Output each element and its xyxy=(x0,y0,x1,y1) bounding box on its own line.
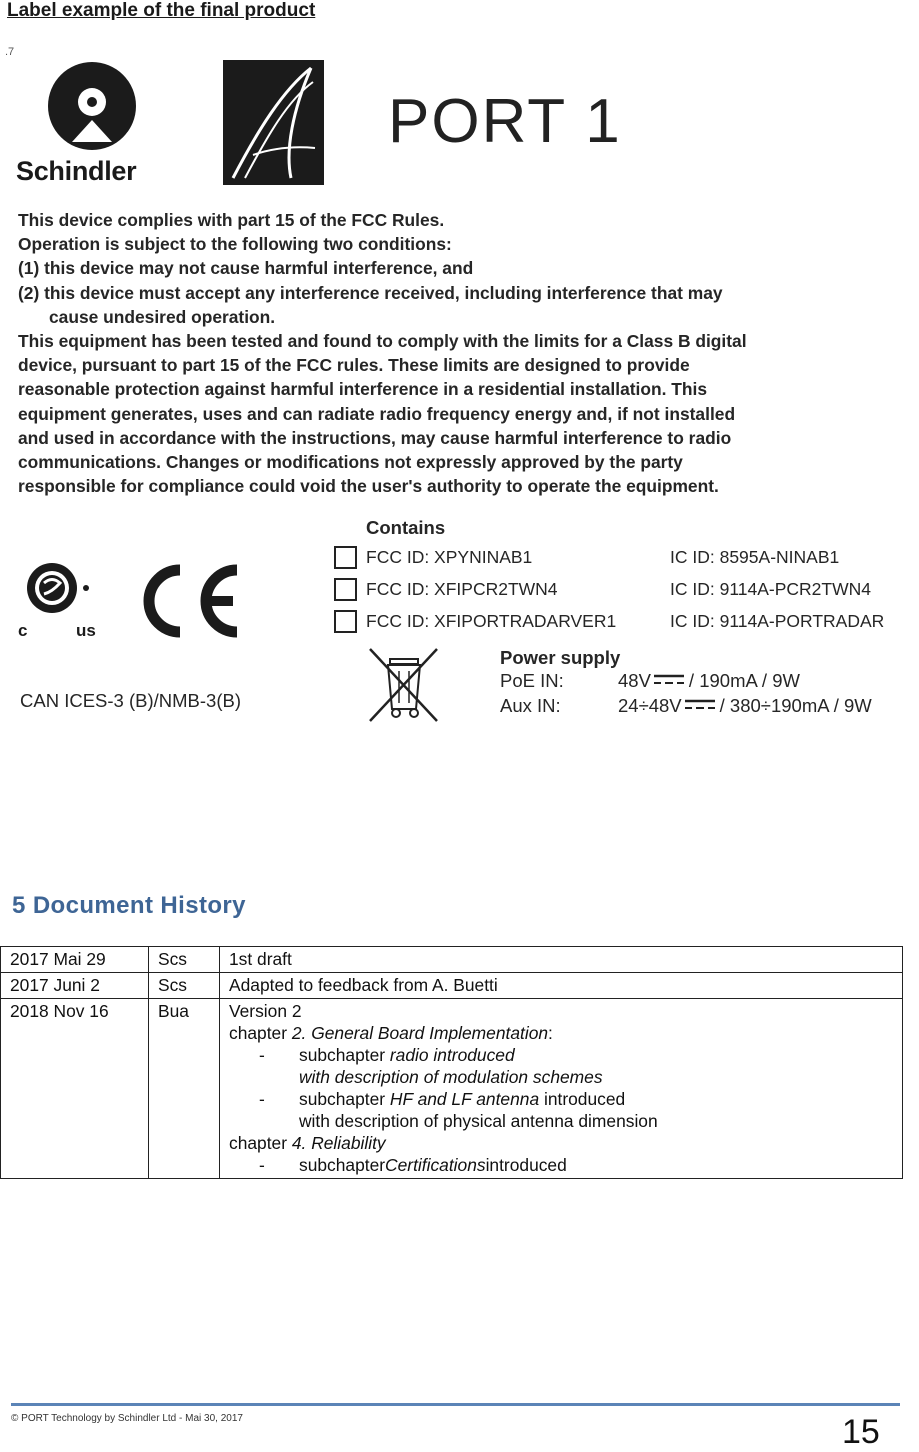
fcc-line: Operation is subject to the following two conditions: xyxy=(18,234,452,255)
fcc-line: (1) this device may not cause harmful interference, and xyxy=(18,258,474,279)
footer-copyright: © PORT Technology by Schindler Ltd - Mai 30, 2017 xyxy=(11,1413,243,1424)
aux-label: Aux IN: xyxy=(500,695,561,716)
author-cell: Bua xyxy=(149,999,220,1179)
product-title: PORT 1 xyxy=(388,87,622,156)
subchapter-name: radio xyxy=(389,1045,429,1065)
fcc-id: FCC ID: XFIPORTRADARVER1 xyxy=(366,611,617,631)
list-item xyxy=(229,1088,894,1110)
bullet-dash: - xyxy=(259,1089,265,1109)
chapter-suffix: : xyxy=(548,1023,553,1043)
aux-rating-value: / 380÷190mA / 9W xyxy=(719,695,872,716)
can-ices-statement: CAN ICES-3 (B)/NMB-3(B) xyxy=(20,690,241,711)
chapter-prefix: chapter xyxy=(229,1133,288,1153)
subchapter-name: Certifications xyxy=(385,1155,486,1175)
author-cell: Scs xyxy=(149,947,220,973)
port-logo xyxy=(223,60,324,185)
fcc-line: This equipment has been tested and found to comply with the limits for a Class B digital xyxy=(18,331,747,352)
fcc-line: reasonable protection against harmful interference in a residential installation. This xyxy=(18,379,708,400)
chapter-line xyxy=(229,1132,894,1154)
ce-mark-icon xyxy=(133,562,243,640)
fcc-line: cause undesired operation. xyxy=(49,306,276,327)
subchapter-status: introduced xyxy=(485,1155,567,1175)
csa-logo xyxy=(16,558,108,642)
contains-heading: Contains xyxy=(366,517,446,538)
certification-checkbox xyxy=(334,546,357,569)
table-row xyxy=(1,947,903,973)
aux-voltage: 24÷48V xyxy=(618,695,682,716)
fcc-statement xyxy=(18,208,898,498)
power-supply-heading: Power supply xyxy=(500,647,621,668)
list-item xyxy=(229,1044,894,1066)
ic-id: IC ID: 9114A-PORTRADAR xyxy=(670,611,885,631)
subchapter-status: introduced xyxy=(543,1089,626,1109)
aux-rating xyxy=(618,695,872,717)
page-marker: .7 xyxy=(5,46,15,58)
weee-bin-icon xyxy=(366,645,441,725)
subchapter-word: subchapter xyxy=(299,1155,386,1175)
poe-voltage: 48V xyxy=(618,670,651,691)
bullet-dash: - xyxy=(259,1045,265,1065)
dc-symbol-icon xyxy=(685,699,715,710)
history-table xyxy=(0,946,903,1179)
page-number: 15 xyxy=(842,1413,880,1451)
date-cell: 2018 Nov 16 xyxy=(1,999,149,1179)
chapter-name: 2. General Board Implementation xyxy=(291,1023,549,1043)
author-cell: Scs xyxy=(149,973,220,999)
fcc-id: FCC ID: XFIPCR2TWN4 xyxy=(366,579,558,599)
subchapter-word: subchapter xyxy=(299,1089,386,1109)
bullet-dash: - xyxy=(259,1155,265,1175)
ic-id: IC ID: 9114A-PCR2TWN4 xyxy=(670,579,871,599)
csa-c-label: c xyxy=(18,621,28,640)
subchapter-name: HF and LF antenna xyxy=(389,1089,540,1109)
fcc-line: responsible for compliance could void the user's authority to operate the equipment. xyxy=(18,476,719,497)
poe-rating-value: / 190mA / 9W xyxy=(688,670,800,691)
fcc-line: (2) this device must accept any interference received, including interference that may xyxy=(18,282,723,303)
fcc-line: communications. Changes or modifications not expressly approved by the party xyxy=(18,452,683,473)
subchapter-word: subchapter xyxy=(299,1045,386,1065)
fcc-line: device, pursuant to part 15 of the FCC rules. These limits are designed to provide xyxy=(18,355,690,376)
change-cell xyxy=(220,999,903,1179)
dc-symbol-icon xyxy=(654,674,684,685)
list-item-detail: with description of physical antenna dimension xyxy=(299,1111,658,1131)
date-cell: 2017 Mai 29 xyxy=(1,947,149,973)
date-cell: 2017 Juni 2 xyxy=(1,973,149,999)
certification-checkbox xyxy=(334,610,357,633)
list-item-detail xyxy=(229,1066,894,1088)
label-section-title: Label example of the final product xyxy=(7,0,316,21)
version-line: Version 2 xyxy=(229,1001,302,1021)
csa-us-label: us xyxy=(76,621,96,640)
chapter-name: 4. Reliability xyxy=(291,1133,386,1153)
change-cell: 1st draft xyxy=(220,947,903,973)
poe-rating xyxy=(618,670,800,692)
ic-id: IC ID: 8595A-NINAB1 xyxy=(670,547,840,567)
list-item xyxy=(229,1154,894,1176)
poe-label: PoE IN: xyxy=(500,670,564,691)
footer-rule xyxy=(11,1403,900,1406)
schindler-wordmark: Schindler xyxy=(16,156,137,186)
subchapter-description: with description of modulation schemes xyxy=(299,1067,603,1087)
fcc-line: This device complies with part 15 of the FCC Rules. xyxy=(18,210,445,230)
certification-checkbox xyxy=(334,578,357,601)
chapter-line xyxy=(229,1022,894,1044)
chapter-prefix: chapter xyxy=(229,1023,288,1043)
subchapter-status: introduced xyxy=(433,1045,515,1065)
fcc-id: FCC ID: XPYNINAB1 xyxy=(366,547,533,567)
fcc-line: equipment generates, uses and can radiate radio frequency energy and, if not installed xyxy=(18,403,736,424)
fcc-line: and used in accordance with the instructions, may cause harmful interference to radio xyxy=(18,427,732,448)
table-row xyxy=(1,973,903,999)
change-cell: Adapted to feedback from A. Buetti xyxy=(220,973,903,999)
table-row xyxy=(1,999,903,1179)
document-history-heading: 5 Document History xyxy=(12,892,246,919)
